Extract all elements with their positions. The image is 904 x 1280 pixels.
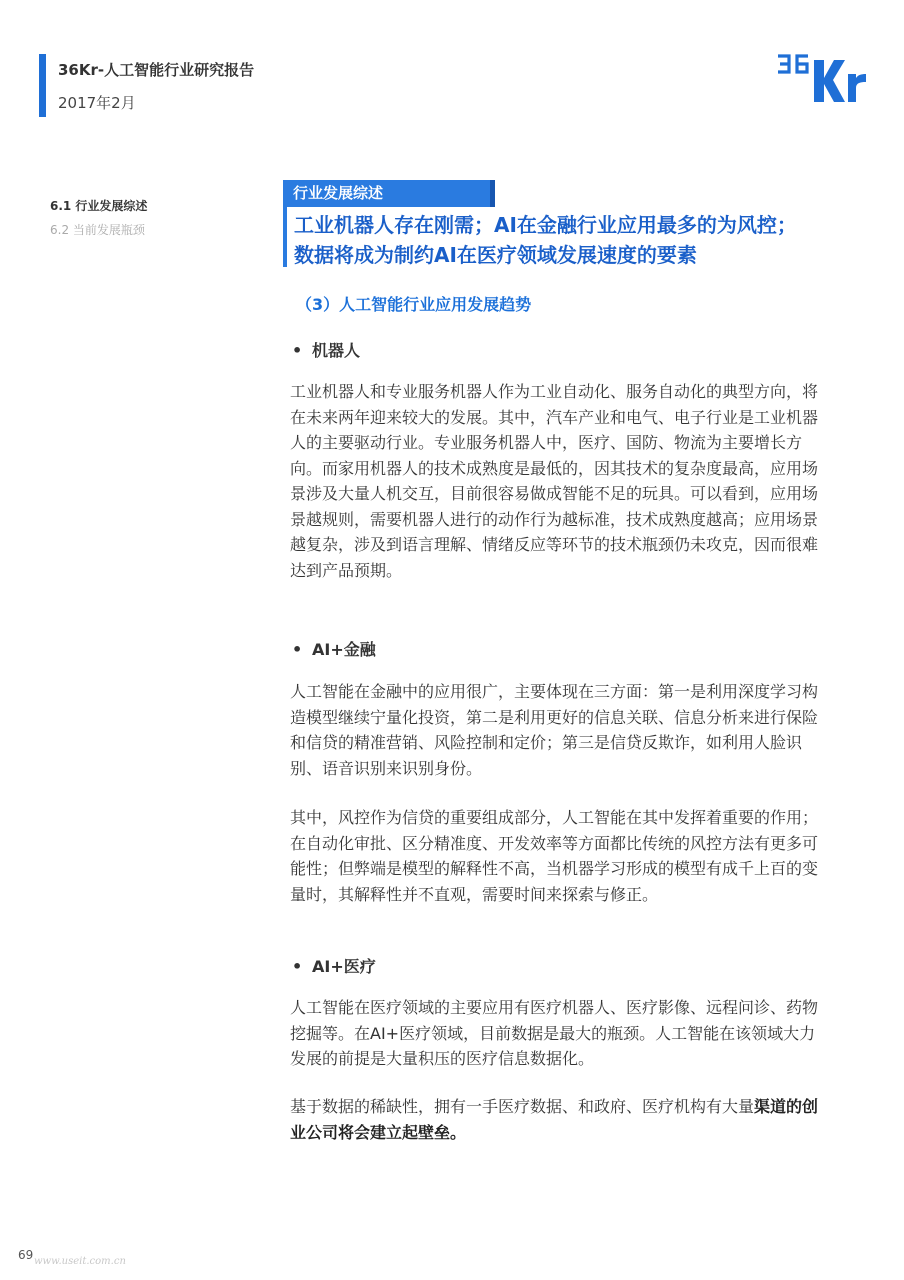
- page-number: 69: [18, 1248, 34, 1262]
- bullet-dot: •: [292, 341, 303, 360]
- 36kr-logo: [772, 50, 872, 110]
- bullet-dot: •: [292, 640, 303, 659]
- headline: [294, 210, 854, 270]
- report-title: 36Kr-人工智能行业研究报告: [58, 61, 255, 79]
- finance-paragraph-2: 其中，风控作为信贷的重要组成部分，人工智能在其中发挥着重要的作用；在自动化审批、区分精准度、开发效率等方面都比传统的风控方法有更多可能性；但弊端是模型的解释性不高，当机器学习形成的模型有成千上百的变量时，其解释性并不直观，需要时间来探索与修正。: [290, 808, 819, 904]
- headline-line-1: 工业机器人存在刚需；AI在金融行业应用最多的为风控；: [294, 213, 797, 237]
- bullet-robot: [292, 338, 360, 361]
- medical-paragraph-2-bold: 渠道的创业公司将会建立起壁垒。: [290, 1097, 819, 1142]
- bullet-robot-title: 机器人: [312, 341, 361, 360]
- robot-paragraph: 工业机器人和专业服务机器人作为工业自动化、服务自动化的典型方向，将在未来两年迎来较大的发展。其中，汽车产业和电气、电子行业是工业机器人的主要驱动行业。专业服务机器人中，医疗、国防、物流为主要增长方向。而家用机器人的技术成熟度是最低的，因其技术的复杂度最高，应用场景涉及大量人机交互，目前很容易做成智能不足的玩具。可以看到，应用场景越规则，需要机器人进行的动作行为越标准，技术成熟度越高；应用场景越复杂，涉及到语言理解、情绪反应等环节的技术瓶颈仍未攻克，因而很难达到产品预期。: [290, 382, 819, 580]
- section-accent-line: [283, 207, 287, 267]
- bullet-dot: •: [292, 957, 303, 976]
- nav-item-6-2[interactable]: 6.2 当前发展瓶颈: [50, 223, 145, 237]
- bullet-medical-title: AI+医疗: [312, 957, 376, 976]
- section-nav: [50, 194, 147, 242]
- report-date: 2017年2月: [58, 94, 136, 112]
- bullet-finance-title: AI+金融: [312, 640, 376, 659]
- medical-paragraph-2: [290, 1094, 830, 1145]
- nav-item-6-1[interactable]: 6.1 行业发展综述: [50, 199, 148, 213]
- content-subtitle: （3）人工智能行业应用发展趋势: [296, 295, 532, 314]
- header-accent-bar: [39, 54, 46, 117]
- medical-paragraph-1: 人工智能在医疗领域的主要应用有医疗机器人、医疗影像、远程问诊、药物挖掘等。在AI+医疗领域，目前数据是最大的瓶颈。人工智能在该领域大力发展的前提是大量积压的医疗信息数据化。: [290, 998, 819, 1068]
- bullet-finance: [292, 637, 376, 660]
- finance-paragraph-1: 人工智能在金融中的应用很广，主要体现在三方面：第一是利用深度学习构造模型继续宁量化投资，第二是利用更好的信息关联、信息分析来进行保险和信贷的精准营销、风险控制和定价；第三是信贷反欺诈，如利用人脸识别、语音识别来识别身份。: [290, 682, 819, 778]
- medical-paragraph-2-normal: 基于数据的稀缺性，拥有一手医疗数据、和政府、医疗机构有大量: [290, 1097, 755, 1116]
- bullet-medical: [292, 954, 376, 977]
- headline-line-2: 数据将成为制约AI在医疗领域发展速度的要素: [294, 243, 697, 267]
- watermark: www.useit.com.cn: [34, 1256, 126, 1267]
- section-tag: 行业发展综述: [283, 180, 495, 207]
